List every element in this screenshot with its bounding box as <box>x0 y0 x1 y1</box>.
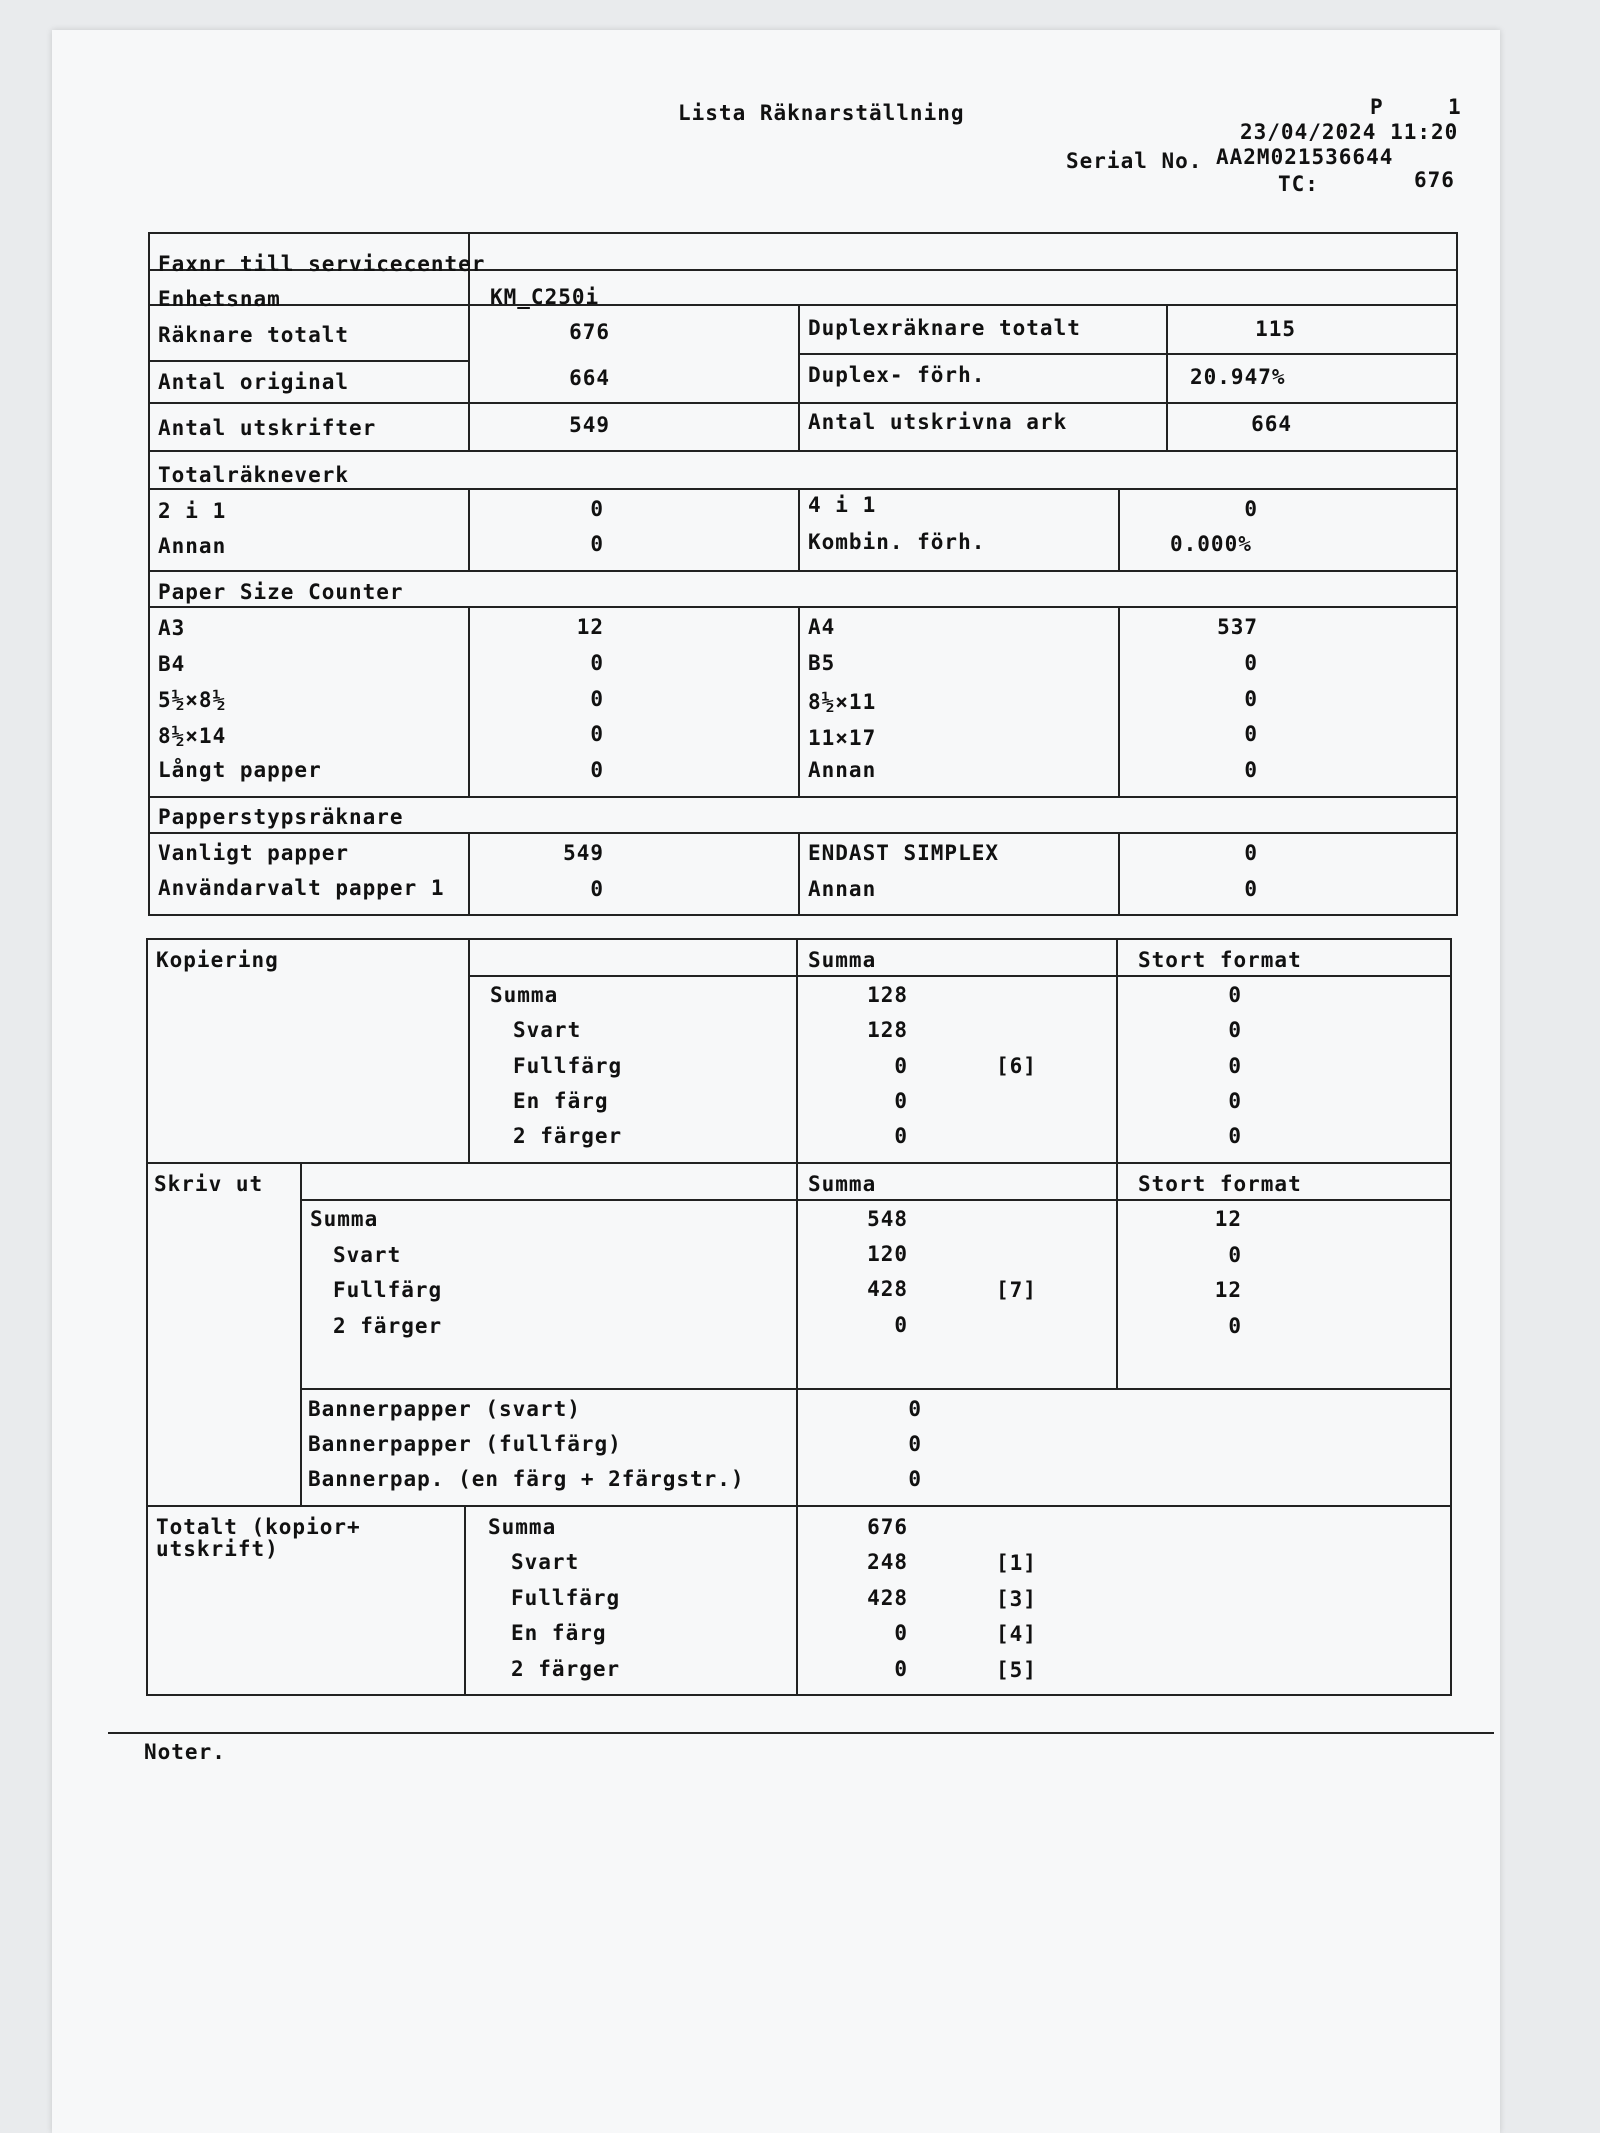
total-counter-label: Räknare totalt <box>158 323 350 347</box>
print-row4-sum: 0 <box>894 1313 908 1337</box>
copy-row4-large: 0 <box>1228 1089 1242 1113</box>
pt-row1-value-left: 549 <box>563 841 604 865</box>
total-row5-label: 2 färger <box>511 1657 621 1681</box>
total-row3-ref: [3] <box>996 1587 1037 1611</box>
total-row4-ref: [4] <box>996 1622 1037 1646</box>
ps-row5-value-right: 0 <box>1244 758 1258 782</box>
divider <box>146 1162 1452 1164</box>
serial-label: Serial No. <box>1066 149 1203 173</box>
total-counters-title: Totalräkneverk <box>158 463 350 487</box>
print-row1-label: Summa <box>310 1207 379 1231</box>
ps-row3-label-left: 5½×8½ <box>158 688 227 712</box>
banner-row1-label: Bannerpapper (svart) <box>308 1397 581 1421</box>
print-row4-large: 0 <box>1228 1314 1242 1338</box>
copy-row3-ref: [6] <box>996 1054 1037 1078</box>
fax-label: Faxnr till servicecenter <box>158 252 486 276</box>
copy-row1-label: Summa <box>490 983 559 1007</box>
print-title: Skriv ut <box>154 1172 264 1196</box>
duplex-total-value: 115 <box>1255 317 1296 341</box>
copy-row2-label: Svart <box>513 1018 582 1042</box>
total-row2-ref: [1] <box>996 1551 1037 1575</box>
ps-row1-value-left: 12 <box>576 615 604 639</box>
divider <box>1118 606 1120 796</box>
duplex-ratio-value: 20.947% <box>1190 365 1286 389</box>
divider <box>798 353 1458 355</box>
ps-row4-value-left: 0 <box>590 722 604 746</box>
total-row3-sum: 428 <box>867 1586 908 1610</box>
tc-row2-value-left: 0 <box>590 532 604 556</box>
total-row2-sum: 248 <box>867 1550 908 1574</box>
divider <box>798 488 800 570</box>
copy-row1-sum: 128 <box>867 983 908 1007</box>
divider <box>148 796 1458 798</box>
ps-row5-value-left: 0 <box>590 758 604 782</box>
ps-row3-label-right: 8½×11 <box>808 690 877 714</box>
divider <box>468 975 1452 977</box>
copy-row2-sum: 128 <box>867 1018 908 1042</box>
pt-row1-value-right: 0 <box>1244 841 1258 865</box>
pt-row1-label-left: Vanligt papper <box>158 841 350 865</box>
ps-row2-label-left: B4 <box>158 652 186 676</box>
paper-type-title: Papperstypsräknare <box>158 805 404 829</box>
notes-divider <box>108 1732 1494 1734</box>
tc-row2-value-right: 0.000% <box>1170 532 1252 556</box>
divider <box>300 1199 1452 1201</box>
ps-row5-label-left: Långt papper <box>158 758 322 782</box>
ps-row1-value-right: 537 <box>1217 615 1258 639</box>
copy-title: Kopiering <box>156 948 279 972</box>
device-value: KM_C250i <box>490 285 600 309</box>
tc-row2-label-right: Kombin. förh. <box>808 530 986 554</box>
divider <box>468 488 470 570</box>
divider <box>796 938 798 1696</box>
print-row2-large: 0 <box>1228 1243 1242 1267</box>
pt-row2-value-right: 0 <box>1244 877 1258 901</box>
total-row5-ref: [5] <box>996 1658 1037 1682</box>
divider <box>146 1505 1452 1507</box>
divider <box>1118 488 1120 570</box>
copy-row3-sum: 0 <box>894 1054 908 1078</box>
ps-row3-value-left: 0 <box>590 687 604 711</box>
serial-value: AA2M021536644 <box>1216 145 1394 169</box>
divider <box>148 360 468 362</box>
print-col-large: Stort format <box>1138 1172 1302 1196</box>
divider <box>464 1505 466 1696</box>
print-row4-label: 2 färger <box>333 1314 443 1338</box>
notes-label: Noter. <box>144 1740 226 1764</box>
divider <box>468 832 470 916</box>
print-row3-ref: [7] <box>996 1278 1037 1302</box>
copy-row4-sum: 0 <box>894 1089 908 1113</box>
total-title-line1: Totalt (kopior+ <box>156 1515 361 1539</box>
copy-row3-large: 0 <box>1228 1054 1242 1078</box>
banner-row3-value: 0 <box>908 1467 922 1491</box>
print-row1-large: 12 <box>1214 1207 1242 1231</box>
copy-row5-large: 0 <box>1228 1124 1242 1148</box>
banner-row2-label: Bannerpapper (fullfärg) <box>308 1432 622 1456</box>
divider <box>300 1388 1452 1390</box>
ps-row1-label-left: A3 <box>158 616 186 640</box>
page-label: P <box>1370 95 1384 119</box>
ps-row2-label-right: B5 <box>808 651 836 675</box>
copy-col-sum: Summa <box>808 948 877 972</box>
tc-row1-value-right: 0 <box>1244 497 1258 521</box>
pt-row1-label-right: ENDAST SIMPLEX <box>808 841 1000 865</box>
tc-row1-value-left: 0 <box>590 497 604 521</box>
divider <box>148 402 1458 404</box>
divider <box>148 304 1458 306</box>
total-title-line2: utskrift) <box>156 1537 279 1561</box>
total-row4-label: En färg <box>511 1621 607 1645</box>
originals-label: Antal original <box>158 370 350 394</box>
copy-row5-sum: 0 <box>894 1124 908 1148</box>
report-datetime: 23/04/2024 11:20 <box>1240 120 1459 144</box>
divider <box>300 1162 302 1505</box>
divider <box>148 832 1458 834</box>
total-counter-value: 676 <box>569 320 610 344</box>
divider <box>1116 938 1118 1388</box>
ps-row4-value-right: 0 <box>1244 722 1258 746</box>
divider <box>148 488 1458 490</box>
divider <box>798 606 800 796</box>
total-row2-label: Svart <box>511 1550 580 1574</box>
print-row3-sum: 428 <box>867 1277 908 1301</box>
copy-row3-label: Fullfärg <box>513 1054 623 1078</box>
divider <box>468 938 470 1162</box>
originals-value: 664 <box>569 366 610 390</box>
paper-size-title: Paper Size Counter <box>158 580 404 604</box>
divider <box>148 606 1458 608</box>
tc-row1-label-right: 4 i 1 <box>808 493 877 517</box>
ps-row2-value-left: 0 <box>590 651 604 675</box>
ps-row1-label-right: A4 <box>808 615 836 639</box>
ps-row5-label-right: Annan <box>808 758 877 782</box>
divider <box>1118 832 1120 916</box>
banner-row3-label: Bannerpap. (en färg + 2färgstr.) <box>308 1467 745 1491</box>
print-col-sum: Summa <box>808 1172 877 1196</box>
print-row2-sum: 120 <box>867 1242 908 1266</box>
print-row3-large: 12 <box>1214 1278 1242 1302</box>
copy-row2-large: 0 <box>1228 1018 1242 1042</box>
sheets-value: 664 <box>1251 412 1292 436</box>
tc-row1-label-left: 2 i 1 <box>158 499 227 523</box>
divider <box>798 832 800 916</box>
pt-row2-value-left: 0 <box>590 877 604 901</box>
tc-label: TC: <box>1278 172 1319 196</box>
total-row5-sum: 0 <box>894 1657 908 1681</box>
page-title: Lista Räknarställning <box>678 101 965 125</box>
divider <box>798 304 800 450</box>
ps-row2-value-right: 0 <box>1244 651 1258 675</box>
copy-row5-label: 2 färger <box>513 1124 623 1148</box>
prints-label: Antal utskrifter <box>158 416 377 440</box>
page-number: 1 <box>1448 95 1462 119</box>
tc-value: 676 <box>1414 168 1455 192</box>
divider <box>1166 304 1168 450</box>
device-label: Enhetsnam <box>158 287 281 311</box>
ps-row4-label-right: 11×17 <box>808 726 877 750</box>
divider <box>148 570 1458 572</box>
ps-row3-value-right: 0 <box>1244 687 1258 711</box>
duplex-total-label: Duplexräknare totalt <box>808 316 1081 340</box>
total-row1-sum: 676 <box>867 1515 908 1539</box>
divider <box>148 450 1458 452</box>
sheets-label: Antal utskrivna ark <box>808 410 1068 434</box>
banner-row2-value: 0 <box>908 1432 922 1456</box>
print-row2-label: Svart <box>333 1243 402 1267</box>
copy-col-large: Stort format <box>1138 948 1302 972</box>
total-row3-label: Fullfärg <box>511 1586 621 1610</box>
total-row1-label: Summa <box>488 1515 557 1539</box>
copy-row4-label: En färg <box>513 1089 609 1113</box>
banner-row1-value: 0 <box>908 1397 922 1421</box>
print-row3-label: Fullfärg <box>333 1278 443 1302</box>
pt-row2-label-right: Annan <box>808 877 877 901</box>
print-row1-sum: 548 <box>867 1207 908 1231</box>
copy-row1-large: 0 <box>1228 983 1242 1007</box>
ps-row4-label-left: 8½×14 <box>158 724 227 748</box>
prints-value: 549 <box>569 413 610 437</box>
divider <box>468 606 470 796</box>
tc-row2-label-left: Annan <box>158 534 227 558</box>
total-row4-sum: 0 <box>894 1621 908 1645</box>
duplex-ratio-label: Duplex- förh. <box>808 363 986 387</box>
pt-row2-label-left: Användarvalt papper 1 <box>158 876 445 900</box>
